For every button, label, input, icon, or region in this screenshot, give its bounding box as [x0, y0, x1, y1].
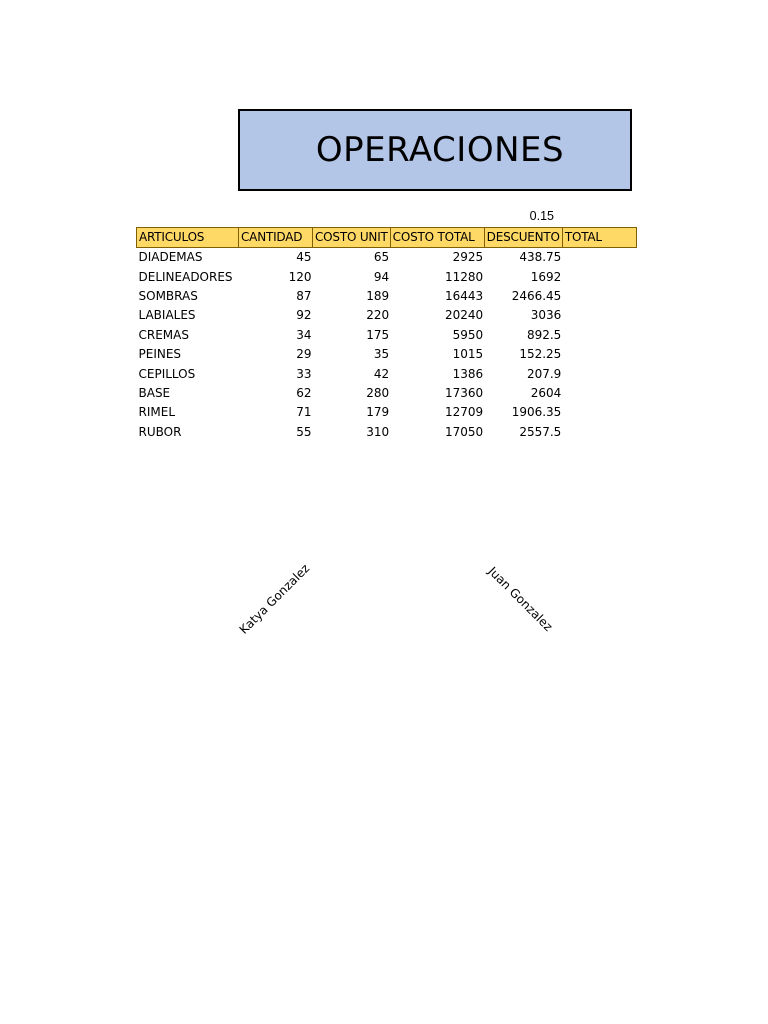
table-row [137, 403, 637, 422]
table-row [137, 267, 637, 286]
cell-cantidad[interactable]: 34 [296, 327, 312, 342]
cell-descuento[interactable]: 892.5 [526, 327, 562, 342]
table-row [137, 248, 637, 268]
cell-costo-unit[interactable]: 94 [373, 269, 390, 284]
cell-articulo[interactable]: RUBOR [138, 424, 182, 439]
cell-cantidad[interactable]: 33 [296, 366, 312, 381]
cell-costo-total[interactable]: 12709 [444, 405, 484, 420]
cell-costo-total[interactable]: 2925 [452, 250, 484, 265]
cell-cantidad[interactable]: 45 [296, 250, 312, 265]
cell-costo-total[interactable]: 20240 [444, 308, 484, 323]
cell-total[interactable] [562, 306, 636, 325]
cell-articulo[interactable]: CREMAS [138, 327, 189, 342]
cell-articulo[interactable]: SOMBRAS [138, 288, 198, 303]
cell-costo-total[interactable]: 17360 [444, 385, 484, 400]
header-total[interactable]: TOTAL [562, 228, 636, 248]
header-cantidad[interactable]: CANTIDAD [239, 228, 313, 248]
table-row [137, 306, 637, 325]
table-header-row [137, 228, 637, 248]
signature-right: Juan Gonzalez [485, 564, 556, 634]
header-costo-unit[interactable]: COSTO UNIT [313, 228, 391, 248]
cell-costo-total[interactable]: 5950 [452, 327, 484, 342]
cell-articulo[interactable]: RIMEL [138, 405, 175, 420]
cell-descuento[interactable]: 3036 [530, 308, 562, 323]
cell-costo-total[interactable]: 1015 [452, 347, 484, 362]
cell-descuento[interactable]: 2604 [530, 385, 562, 400]
cell-articulo[interactable]: CEPILLOS [138, 366, 196, 381]
cell-cantidad[interactable]: 62 [296, 385, 312, 400]
cell-costo-total[interactable]: 17050 [444, 424, 484, 439]
cell-articulo[interactable]: DIADEMAS [138, 250, 203, 265]
cell-total[interactable] [562, 326, 636, 345]
cell-costo-unit[interactable]: 280 [366, 385, 390, 400]
cell-costo-unit[interactable]: 175 [366, 327, 390, 342]
discount-rate-cell[interactable]: 0.15 [529, 209, 554, 223]
cell-descuento[interactable]: 2557.5 [519, 424, 562, 439]
page-title: OPERACIONES [315, 130, 565, 170]
cell-total[interactable] [562, 384, 636, 403]
cell-costo-unit[interactable]: 310 [366, 424, 390, 439]
cell-cantidad[interactable]: 120 [288, 269, 312, 284]
table-row [137, 326, 637, 345]
cell-costo-unit[interactable]: 220 [366, 308, 390, 323]
cell-descuento[interactable]: 438.75 [519, 250, 562, 265]
cell-costo-unit[interactable]: 35 [373, 347, 390, 362]
table-row [137, 384, 637, 403]
cell-articulo[interactable]: BASE [138, 385, 171, 400]
table-row [137, 287, 637, 306]
cell-descuento[interactable]: 1692 [530, 269, 562, 284]
signature-left: Katya Gonzalez [236, 561, 313, 637]
cell-descuento[interactable]: 152.25 [519, 347, 562, 362]
cell-costo-total[interactable]: 1386 [452, 366, 484, 381]
cell-costo-total[interactable]: 11280 [444, 269, 484, 284]
cell-costo-unit[interactable]: 42 [373, 366, 390, 381]
cell-cantidad[interactable]: 87 [296, 288, 312, 303]
cell-costo-total[interactable]: 16443 [444, 288, 484, 303]
cell-cantidad[interactable]: 92 [296, 308, 312, 323]
cell-articulo[interactable]: PEINES [138, 347, 182, 362]
cell-total[interactable] [562, 345, 636, 364]
cell-costo-unit[interactable]: 179 [366, 405, 390, 420]
table-row [137, 345, 637, 364]
header-descuento[interactable]: DESCUENTO [484, 228, 562, 248]
cell-descuento[interactable]: 1906.35 [511, 405, 562, 420]
cell-costo-unit[interactable]: 65 [373, 250, 390, 265]
header-articulos[interactable]: ARTICULOS [137, 228, 239, 248]
cell-total[interactable] [562, 403, 636, 422]
cell-descuento[interactable]: 207.9 [526, 366, 562, 381]
cell-total[interactable] [562, 248, 636, 268]
cell-total[interactable] [562, 287, 636, 306]
cell-descuento[interactable]: 2466.45 [511, 288, 562, 303]
table-row [137, 364, 637, 383]
cell-cantidad[interactable]: 29 [296, 347, 312, 362]
cell-articulo[interactable]: LABIALES [138, 308, 196, 323]
cell-cantidad[interactable]: 71 [296, 405, 312, 420]
header-costo-total[interactable]: COSTO TOTAL [390, 228, 484, 248]
cell-total[interactable] [562, 267, 636, 286]
cell-cantidad[interactable]: 55 [296, 424, 312, 439]
cell-total[interactable] [562, 423, 636, 442]
title-banner [238, 109, 632, 191]
cell-articulo[interactable]: DELINEADORES [138, 269, 233, 284]
cell-costo-unit[interactable]: 189 [366, 288, 390, 303]
table-row [137, 423, 637, 442]
operations-table [136, 227, 637, 442]
cell-total[interactable] [562, 364, 636, 383]
